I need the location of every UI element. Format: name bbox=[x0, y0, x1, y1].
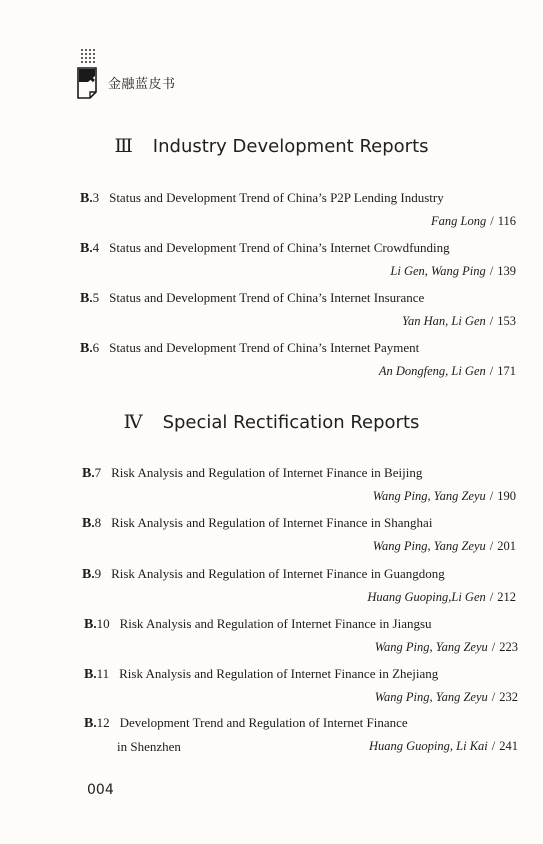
entry-authors: Wang Ping, Yang Zeyu bbox=[374, 690, 488, 704]
section-number: Ⅳ bbox=[123, 412, 143, 433]
entry-authors: Wang Ping, Yang Zeyu bbox=[372, 489, 486, 503]
section-title: Industry Development Reports bbox=[152, 136, 429, 157]
toc-entry[interactable]: B.9 Risk Analysis and Regulation of Internet Finance in Guangdong Huang Guoping,Li Gen / 212 bbox=[82, 566, 516, 604]
entry-page: 153 bbox=[497, 314, 516, 328]
entry-title: Risk Analysis and Regulation of Internet Finance in Jiangsu bbox=[119, 616, 432, 631]
entry-title-continuation: in Shenzhen bbox=[117, 739, 181, 754]
entry-title: Risk Analysis and Regulation of Internet Finance in Beijing bbox=[111, 465, 423, 480]
page-number: 004 bbox=[87, 782, 114, 798]
toc-entry[interactable]: B.11 Risk Analysis and Regulation of Internet Finance in Zhejiang Wang Ping, Yang Zeyu / 232 bbox=[84, 666, 518, 704]
entry-page: 139 bbox=[497, 264, 516, 278]
toc-entry[interactable]: B.12 Development Trend and Regulation of Internet Finance in Shenzhen Huang Guoping, Li Kai / 241 bbox=[84, 715, 518, 754]
entry-code: B.4 bbox=[80, 240, 100, 256]
entry-page: 201 bbox=[497, 539, 516, 553]
toc-entry[interactable]: B.4 Status and Development Trend of China’s Internet Crowdfunding Li Gen, Wang Ping / 139 bbox=[80, 240, 516, 278]
entry-code: B.10 bbox=[84, 616, 110, 632]
entry-page: 116 bbox=[497, 214, 516, 228]
entry-authors: Fang Long bbox=[431, 214, 487, 228]
entry-title: Status and Development Trend of China’s P2P Lending Industry bbox=[109, 190, 444, 205]
entry-authors: Huang Guoping, Li Kai bbox=[369, 739, 488, 753]
entry-code: B.12 bbox=[84, 715, 110, 731]
entry-code: B.5 bbox=[80, 290, 100, 306]
entry-page: 232 bbox=[499, 690, 518, 704]
entry-page: 190 bbox=[497, 489, 516, 503]
toc-entry[interactable]: B.6 Status and Development Trend of China’s Internet Payment An Dongfeng, Li Gen / 171 bbox=[80, 340, 516, 378]
entry-title: Status and Development Trend of China’s Internet Insurance bbox=[109, 290, 425, 305]
book-logo-icon bbox=[76, 48, 104, 100]
toc-entry[interactable]: B.8 Risk Analysis and Regulation of Internet Finance in Shanghai Wang Ping, Yang Zeyu / 201 bbox=[82, 515, 516, 553]
section-heading bbox=[0, 135, 543, 158]
entry-code: B.3 bbox=[80, 190, 100, 206]
toc-entry[interactable]: B.10 Risk Analysis and Regulation of Internet Finance in Jiangsu Wang Ping, Yang Zeyu / 223 bbox=[84, 616, 518, 654]
entry-code: B.6 bbox=[80, 340, 100, 356]
toc-entry[interactable]: B.7 Risk Analysis and Regulation of Internet Finance in Beijing Wang Ping, Yang Zeyu / 190 bbox=[82, 465, 516, 503]
entry-authors: Wang Ping, Yang Zeyu bbox=[372, 539, 486, 553]
entry-title: Status and Development Trend of China’s Internet Payment bbox=[109, 340, 420, 355]
section-number: Ⅲ bbox=[114, 136, 133, 157]
entry-code: B.8 bbox=[82, 515, 102, 531]
entry-authors: Huang Guoping,Li Gen bbox=[367, 590, 486, 604]
entry-authors: An Dongfeng, Li Gen bbox=[378, 364, 486, 378]
entry-code: B.7 bbox=[82, 465, 102, 481]
entry-code: B.9 bbox=[82, 566, 102, 582]
entry-code: B.11 bbox=[84, 666, 110, 682]
entry-page: 212 bbox=[497, 590, 516, 604]
entry-title: Risk Analysis and Regulation of Internet Finance in Zhejiang bbox=[119, 666, 439, 681]
page-header bbox=[76, 48, 276, 108]
entry-authors: Wang Ping, Yang Zeyu bbox=[374, 640, 488, 654]
entry-authors: Yan Han, Li Gen bbox=[402, 314, 486, 328]
entry-page: 223 bbox=[499, 640, 518, 654]
entry-authors: Li Gen, Wang Ping bbox=[390, 264, 486, 278]
entry-title: Development Trend and Regulation of Internet Finance bbox=[119, 715, 408, 730]
section-heading bbox=[0, 411, 543, 434]
entry-title: Risk Analysis and Regulation of Internet Finance in Guangdong bbox=[111, 566, 445, 581]
entry-page: 171 bbox=[497, 364, 516, 378]
entry-title: Status and Development Trend of China’s Internet Crowdfunding bbox=[109, 240, 450, 255]
toc-entry[interactable]: B.3 Status and Development Trend of China’s P2P Lending Industry Fang Long / 116 bbox=[80, 190, 516, 228]
toc-entry[interactable]: B.5 Status and Development Trend of China’s Internet Insurance Yan Han, Li Gen / 153 bbox=[80, 290, 516, 328]
entry-page: 241 bbox=[499, 739, 518, 753]
series-brand-label: 金融蓝皮书 bbox=[108, 77, 176, 92]
section-title: Special Rectification Reports bbox=[162, 412, 420, 433]
entry-title: Risk Analysis and Regulation of Internet Finance in Shanghai bbox=[111, 515, 433, 530]
